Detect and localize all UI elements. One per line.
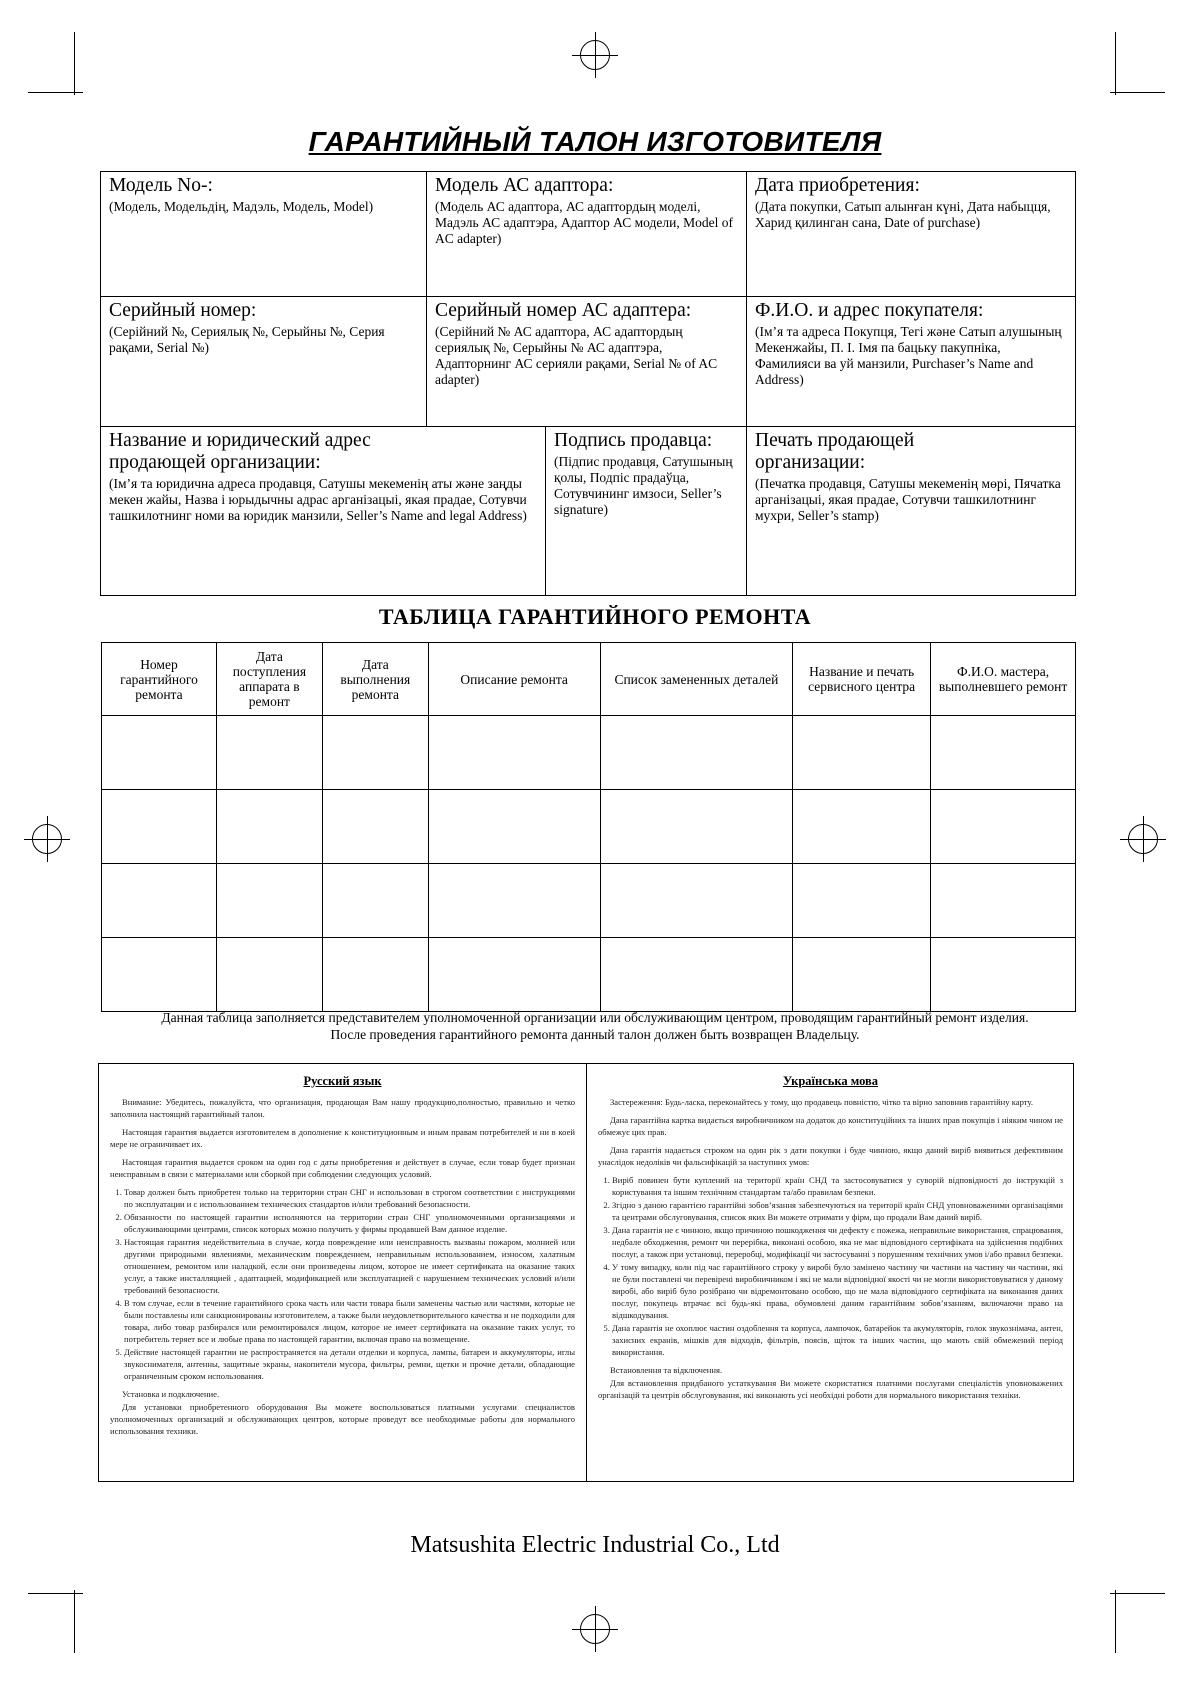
buyer-label: Ф.И.О. и адрес покупателя: (755, 300, 984, 321)
list-item: 1. Виріб повинен бути куплений на території країн СНД та застосовуватися у суворій відповідності до інструкцій з користування та іншим технічним стандартам та/або правилам безпеки. (612, 1174, 1063, 1198)
list-item: 2. Обязанности по настоящей гарантии исполняются на территории стран СНГ уполномоченными организациями и обслуживающими центрами, список которых можно получить у фирмы продавшей Вам данное изделие. (124, 1211, 575, 1235)
list-item: 5. Действие настоящей гарантии не распространяется на детали отделки и корпуса, лампы, батареи и аккумуляторы, иглы звукоснимателя, антенны, защитные экраны, накопители мусора, фильтры, ремни, щетки и прочие детали, обладающие ограниченным сроком использования. (124, 1346, 575, 1382)
crop-mark (1110, 92, 1165, 93)
crop-mark (74, 1590, 75, 1653)
serial-sublabel: (Серійний №, Сериялық №, Серыйны №, Серия рақами, Serial №) (109, 324, 385, 355)
seller-org-field[interactable] (101, 427, 545, 595)
crop-mark (1115, 32, 1116, 95)
paragraph: Дана гарантійна картка видається виробничником на додаток до конституційних та інших прав покупців і ніяким чином не обмежує цих прав. (598, 1115, 1063, 1137)
serial-field[interactable] (101, 297, 426, 426)
list-item: 4. У тому випадку, коли під час гарантійного строку у виробі було замінено частину чи частини на частину чи частини, які не були поставлені чи перевірені виробничником і які не мали відповідної якості чи не могли використовуватися у даному виробі, або виріб було розібрано чи відремонтовано особою, що не мала відповідного сертифіката на виконання даних послуг, покупець втрачає всі будь-які права, обумовлені даним гарантійним зобов’язанням, включаючи право на відшкодування. (612, 1261, 1063, 1321)
table-cell[interactable] (931, 716, 1076, 790)
repair-table (101, 642, 1076, 1012)
table-cell[interactable] (600, 938, 793, 1012)
adapter-model-field[interactable] (427, 172, 746, 296)
russian-terms (99, 1064, 586, 1481)
list-item: 4. В том случае, если в течение гарантийного срока часть или части товара были заменены частью или частями, которые не были поставлены или санкционированы изготовителем, а также были неудовлетворительного качества и не подходили для товара, либо товар разбирался или ремонтировался лицом, которое не имеет сертификата на оказание таких услуг, то потребитель теряет все и любые права по настоящей гарантии, включая право на возмещение. (124, 1297, 575, 1345)
table-row (102, 790, 1076, 864)
table-cell[interactable] (102, 864, 217, 938)
table-cell[interactable] (600, 790, 793, 864)
seller-signature-label: Подпись продавца: (554, 430, 713, 451)
table-cell[interactable] (793, 864, 931, 938)
table-cell[interactable] (216, 716, 322, 790)
seller-org-label: Название и юридический адрес продающей организации: (109, 430, 371, 473)
table-row (102, 864, 1076, 938)
repair-table-header (102, 643, 1076, 716)
table-cell[interactable] (793, 716, 931, 790)
conditions-list (110, 1186, 575, 1382)
table-cell[interactable] (322, 864, 428, 938)
paragraph: Настоящая гарантия выдается изготовителем в дополнение к конституционным и иным правам потребителей и ни в коей мере не ограничивает их. (110, 1127, 575, 1149)
buyer-field[interactable] (747, 297, 1075, 426)
model-sublabel: (Модель, Модельдің, Мадэль, Модель, Model) (109, 199, 374, 214)
table-row (102, 716, 1076, 790)
seller-org-sublabel: (Ім’я та юридична адреса продавця, Сатушы мекеменің аты және заңды мекен жайы, Назва і юрыдычны адрас арганізацыі, якая прадае, Сотувчи ташкилотнинг номи ва юридик манзили, Seller’s Name and legal Address) (109, 476, 527, 523)
purchase-date-field[interactable] (747, 172, 1075, 296)
adapter-serial-label: Серийный номер АС адаптера: (435, 300, 692, 321)
column-header: Название и печать сервисного центра (793, 643, 931, 716)
table-cell[interactable] (428, 790, 600, 864)
paragraph: Дана гарантія надається строком на один рік з дати покупки і буде чинною, якщо даний виріб виявиться дефективним унаслідок недоліків чи фальсифікацій за наступних умов: (598, 1145, 1063, 1167)
seller-stamp-sublabel: (Печатка продавця, Сатушы мекеменің мөрі, Пячатка арганізацыі, якая прадае, Сотувчи ташкилотнинг мухри, Seller’s stamp) (755, 476, 1061, 523)
table-cell[interactable] (793, 938, 931, 1012)
model-label: Модель No-: (109, 175, 213, 196)
table-cell[interactable] (102, 716, 217, 790)
adapter-model-sublabel: (Модель АС адаптора, АС адаптордың моделі, Мадэль АС адаптэра, Адаптор АС модели, Model of AC adapter) (435, 199, 733, 246)
installation-heading: Встановлення та відключення. (610, 1365, 723, 1375)
installation-heading: Установка и подключение. (122, 1389, 220, 1399)
registration-mark-icon (32, 824, 62, 854)
column-header: Список замененных деталей (600, 643, 793, 716)
table-cell[interactable] (102, 938, 217, 1012)
column-header: Дата выполнения ремонта (322, 643, 428, 716)
table-cell[interactable] (216, 790, 322, 864)
table-cell[interactable] (793, 790, 931, 864)
note-line: Данная таблица заполняется представителем уполномоченной организации или обслуживающим центром, проводящим гарантийный ремонт изделия. (161, 1010, 1029, 1025)
serial-label: Серийный номер: (109, 300, 257, 321)
table-cell[interactable] (428, 716, 600, 790)
crop-mark (1110, 1593, 1165, 1594)
table-cell[interactable] (428, 938, 600, 1012)
ukrainian-title: Українська мова (782, 1074, 879, 1088)
table-cell[interactable] (931, 790, 1076, 864)
column-header: Описание ремонта (428, 643, 600, 716)
table-row (102, 938, 1076, 1012)
seller-stamp-field[interactable] (747, 427, 1075, 595)
model-field[interactable] (101, 172, 426, 296)
crop-mark (28, 92, 83, 93)
table-cell[interactable] (102, 790, 217, 864)
seller-signature-field[interactable] (546, 427, 746, 595)
crop-mark (74, 32, 75, 95)
repair-table-note (0, 1009, 1190, 1043)
paragraph: Застереження: Будь-ласка, переконайтесь у тому, що продавець повністю, чітко та вірно заповнив гарантійну карту. (610, 1097, 1033, 1107)
column-header: Ф.И.О. мастера, выполневшего ремонт (931, 643, 1076, 716)
list-item: 2. Згідно з даною гарантією гарантійні зобов’язання забезпечуються на території країн СНД уповноваженими організаціями та центрами обслуговування, список яких Ви можете отримати у фірм, що продали Вам даний виріб. (612, 1199, 1063, 1223)
table-cell[interactable] (322, 716, 428, 790)
purchase-date-label: Дата приобретения: (755, 175, 920, 196)
table-cell[interactable] (428, 864, 600, 938)
table-cell[interactable] (322, 938, 428, 1012)
adapter-model-label: Модель АС адаптора: (435, 175, 614, 196)
list-item: 3. Настоящая гарантия недействительна в случае, когда повреждение или неисправность вызваны пожаром, молнией или другими природными явлениями, механическим повреждением, неправильным использованием, износом, халатным отношением, ремонтом или наладкой, если они произведены лицом, которое не имеет сертификата на оказание таких услуг, а также инсталляцией , адаптацией, модификацией или эксплуатацией с нарушением технических условий и/или требований безопасности. (124, 1236, 575, 1296)
registration-mark-icon (580, 40, 610, 70)
crop-mark (28, 1593, 83, 1594)
repair-table-title: ТАБЛИЦА ГАРАНТИЙНОГО РЕМОНТА (378, 604, 812, 629)
list-item: 3. Дана гарантія не є чинною, якщо причиною пошкодження чи дефекту є пожежа, неправильне використання, спрацювання, недбале обходження, ремонт чи перерібка, виконані особою, яка не має відповідного сертифіката на здійснення подібних послуг, а також при установці, переробці, модифікації чи застосуванні з порушенням технічних умов і/або правил безпеки. (612, 1224, 1063, 1260)
list-item: 1. Товар должен быть приобретен только на территории стран СНГ и использован в строгом соответствии с инструкциями по эксплуатации и с использованием технических стандартов и/или требований безопасности. (124, 1186, 575, 1210)
registration-mark-icon (1128, 824, 1158, 854)
page-title: ГАРАНТИЙНЫЙ ТАЛОН ИЗГОТОВИТЕЛЯ (308, 126, 882, 157)
column-header: Дата поступления аппарата в ремонт (216, 643, 322, 716)
buyer-sublabel: (Ім’я та адреса Покупця, Тегі және Сатып алушының Мекенжайы, П. І. Імя па бацьку пакупніка, Фамилияси ва уй манзили, Purchaser’s Name and Address) (755, 324, 1062, 387)
registration-mark-icon (580, 1614, 610, 1644)
table-cell[interactable] (216, 938, 322, 1012)
paragraph: Для установки приобретенного оборудования Вы можете воспользоваться платными услугами специалистов уполномоченных организаций и обслуживающих центров, которые проведут все необходимые работы для нормального использования техники. (110, 1402, 575, 1436)
paragraph: Внимание: Убедитесь, пожалуйста, что организация, продающая Вам нашу продукцию,полностью, правильно и четко заполнила настоящий гарантийный талон. (110, 1097, 575, 1119)
adapter-serial-field[interactable] (427, 297, 746, 426)
table-cell[interactable] (600, 716, 793, 790)
crop-mark (1115, 1590, 1116, 1653)
warranty-info-box (100, 171, 1076, 596)
russian-title: Русский язык (303, 1074, 382, 1088)
ukrainian-terms (587, 1064, 1074, 1481)
column-header: Номер гарантийного ремонта (102, 643, 217, 716)
paragraph: Настоящая гарантия выдается сроком на один год с даты приобретения и действует в случае, если товар будет признан неисправным в связи с материалами или сборкой при соблюдении следующих условий. (110, 1157, 575, 1179)
conditions-list (598, 1174, 1063, 1358)
table-cell[interactable] (322, 790, 428, 864)
purchase-date-sublabel: (Дата покупки, Сатып алынған күні, Дата набыцця, Харид қилинган сана, Date of purchase) (755, 199, 1051, 230)
seller-signature-sublabel: (Підпис продавця, Сатушының қолы, Подпіс прадаўца, Сотувчининг имзоси, Seller’s signature) (554, 454, 733, 517)
paragraph: Для встановлення придбаного устаткування Ви можете скористатися платними послугами спеціалістів уповноважених організацій та центрів обслуговування, які виконають усі необхідні роботи для нормального використання техніки. (598, 1378, 1063, 1400)
table-cell[interactable] (216, 864, 322, 938)
note-line: После проведения гарантийного ремонта данный талон должен быть возвращен Владельцу. (330, 1027, 860, 1042)
manufacturer-name: Matsushita Electric Industrial Co., Ltd (410, 1532, 780, 1558)
list-item: 5. Дана гарантія не охоплює частин оздоблення та корпуса, лампочок, батарейок та акумуляторів, голок звукознімача, антен, захисних екранів, мішків для відходів, фільтрів, поясів, щіток та інших частин, що мають свій обмежений період використання. (612, 1322, 1063, 1358)
table-cell[interactable] (931, 938, 1076, 1012)
warranty-terms-box (98, 1063, 1074, 1482)
table-cell[interactable] (931, 864, 1076, 938)
table-cell[interactable] (600, 864, 793, 938)
seller-stamp-label: Печать продающей организации: (755, 430, 915, 473)
adapter-serial-sublabel: (Серійний № АС адаптора, АС адаптордың сериялық №, Серыйны № АС адаптэра, Адапторнинг АС серияли рақами, Serial № of AC adapter) (435, 324, 718, 387)
